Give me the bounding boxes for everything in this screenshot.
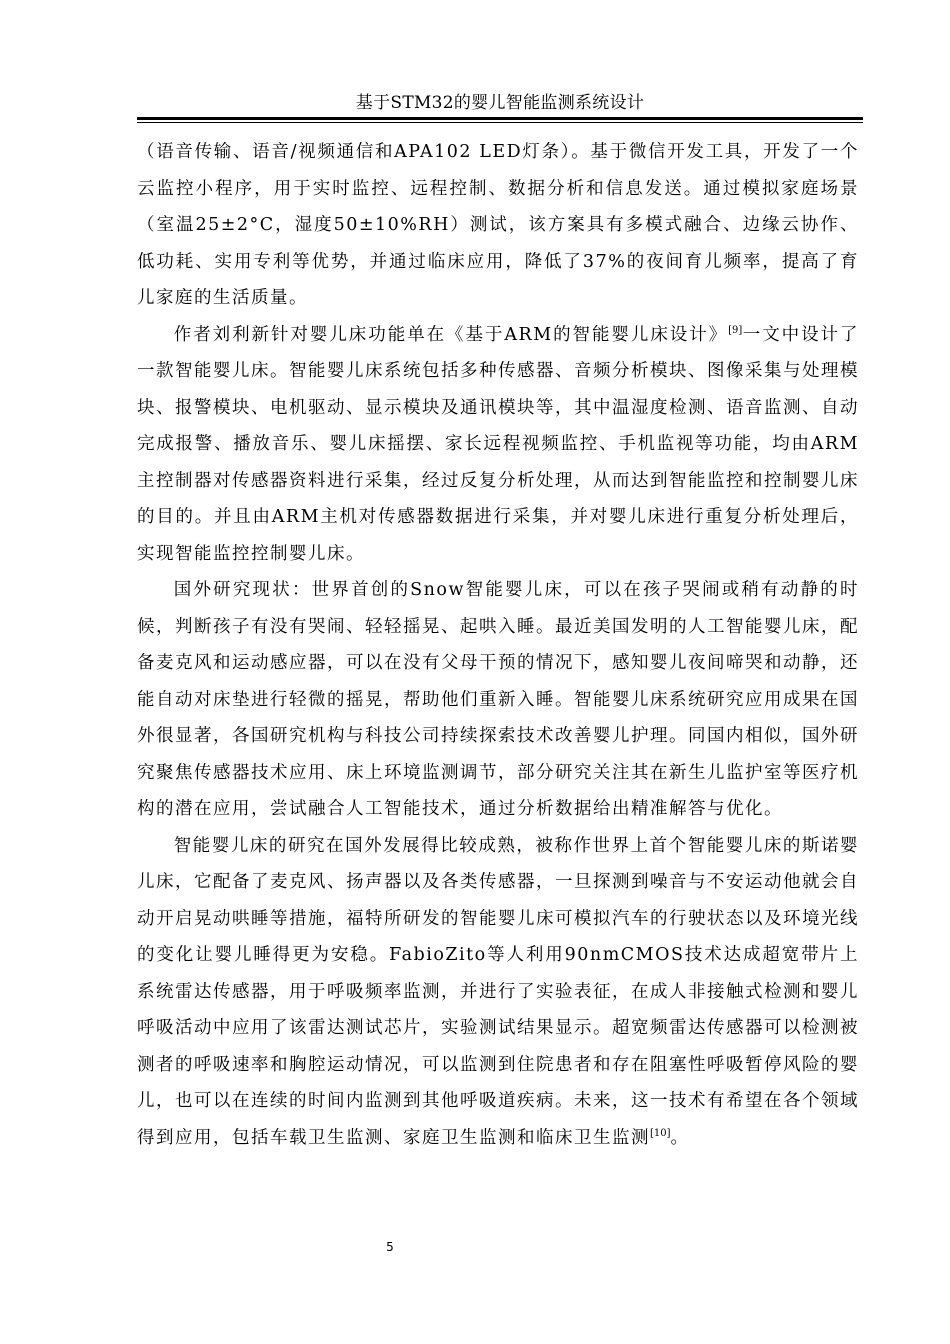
paragraph-text: 。 xyxy=(670,1127,690,1148)
header-divider-thin xyxy=(137,122,863,123)
paragraph-text: 一文中设计了一款智能婴儿床。智能婴儿床系统包括多种传感器、音频分析模块、图像采集与处理模块、报警模块、电机驱动、显示模块及通讯模块等，其中温湿度检测、语音监测、自动完成报警、播放音乐、婴儿床摇摆、家长远程视频监控、手机监视等功能，均由ARM主控制器对传感器资料进行采集，经过反复分析处理，从而达到智能监控和控制婴儿床的目的。并且由ARM主机对传感器数据进行采集，并对婴儿床进行重复分析处理后，实现智能监控控制婴儿床。 xyxy=(137,324,860,564)
paragraph-smart-crib-abroad xyxy=(137,828,859,1157)
citation-ref-10: [10] xyxy=(650,1127,671,1139)
paragraph-text: 智能婴儿床的研究在国外发展得比较成熟，被称作世界上首个智能婴儿床的斯诺婴儿床，它配备了麦克风、扬声器以及各类传感器，一旦探测到噪音与不安运动他就会自动开启晃动哄睡等措施，福特所研发的智能婴儿床可模拟汽车的行驶状态以及环境光线的变化让婴儿睡得更为安稳。FabioZito等人利用90nmCMOS技术达成超宽带片上系统雷达传感器，用于呼吸频率监测，并进行了实验表征，在成人非接触式检测和婴儿呼吸活动中应用了该雷达测试芯片，实验测试结果显示。超宽频雷达传感器可以检测被测者的呼吸速率和胸腔运动情况，可以监测到住院患者和存在阻塞性呼吸暂停风险的婴儿，也可以在连续的时间内监测到其他呼吸道疾病。未来，这一技术有希望在各个领域得到应用，包括车载卫生监测、家庭卫生监测和临床卫生监测 xyxy=(137,835,859,1148)
paragraph-text: 作者刘利新针对婴儿床功能单在《基于ARM的智能婴儿床设计》 xyxy=(173,324,729,345)
page-number: 5 xyxy=(386,1240,394,1254)
paragraph-foreign-research: 国外研究现状：世界首创的Snow智能婴儿床，可以在孩子哭闹或稍有动静的时候，判断孩子有没有哭闹、轻轻摇晃、起哄入睡。最近美国发明的人工智能婴儿床，配备麦克风和运动感应器，可以在没有父母干预的情况下，感知婴儿夜间啼哭和动静，还能自动对床垫进行轻微的摇晃，帮助他们重新入睡。智能婴儿床系统研究应用成果在国外很显著，各国研究机构与科技公司持续探索技术改善婴儿护理。同国内相似，国外研究聚焦传感器技术应用、床上环境监测调节，部分研究关注其在新生儿监护室等医疗机构的潜在应用，尝试融合人工智能技术，通过分析数据给出精准解答与优化。 xyxy=(137,580,859,819)
page-header-title: 基于STM32的婴儿智能监测系统设计 xyxy=(355,93,645,113)
paragraph-continuation: （语音传输、语音/视频通信和APA102 LED灯条）。基于微信开发工具，开发了一个云监控小程序，用于实时监控、远程控制、数据分析和信息发送。通过模拟家庭场景（室温25±2°C，湿度50±10%RH）测试，该方案具有多模式融合、边缘云协作、低功耗、实用专利等优势，并通过临床应用，降低了37%的夜间育儿频率，提高了育儿家庭的生活质量。 xyxy=(137,142,859,308)
citation-ref-9: [9] xyxy=(728,324,743,336)
document-body xyxy=(137,134,859,1156)
paragraph-liu-lixin-crib xyxy=(137,317,859,573)
header-divider-thick xyxy=(137,117,863,120)
